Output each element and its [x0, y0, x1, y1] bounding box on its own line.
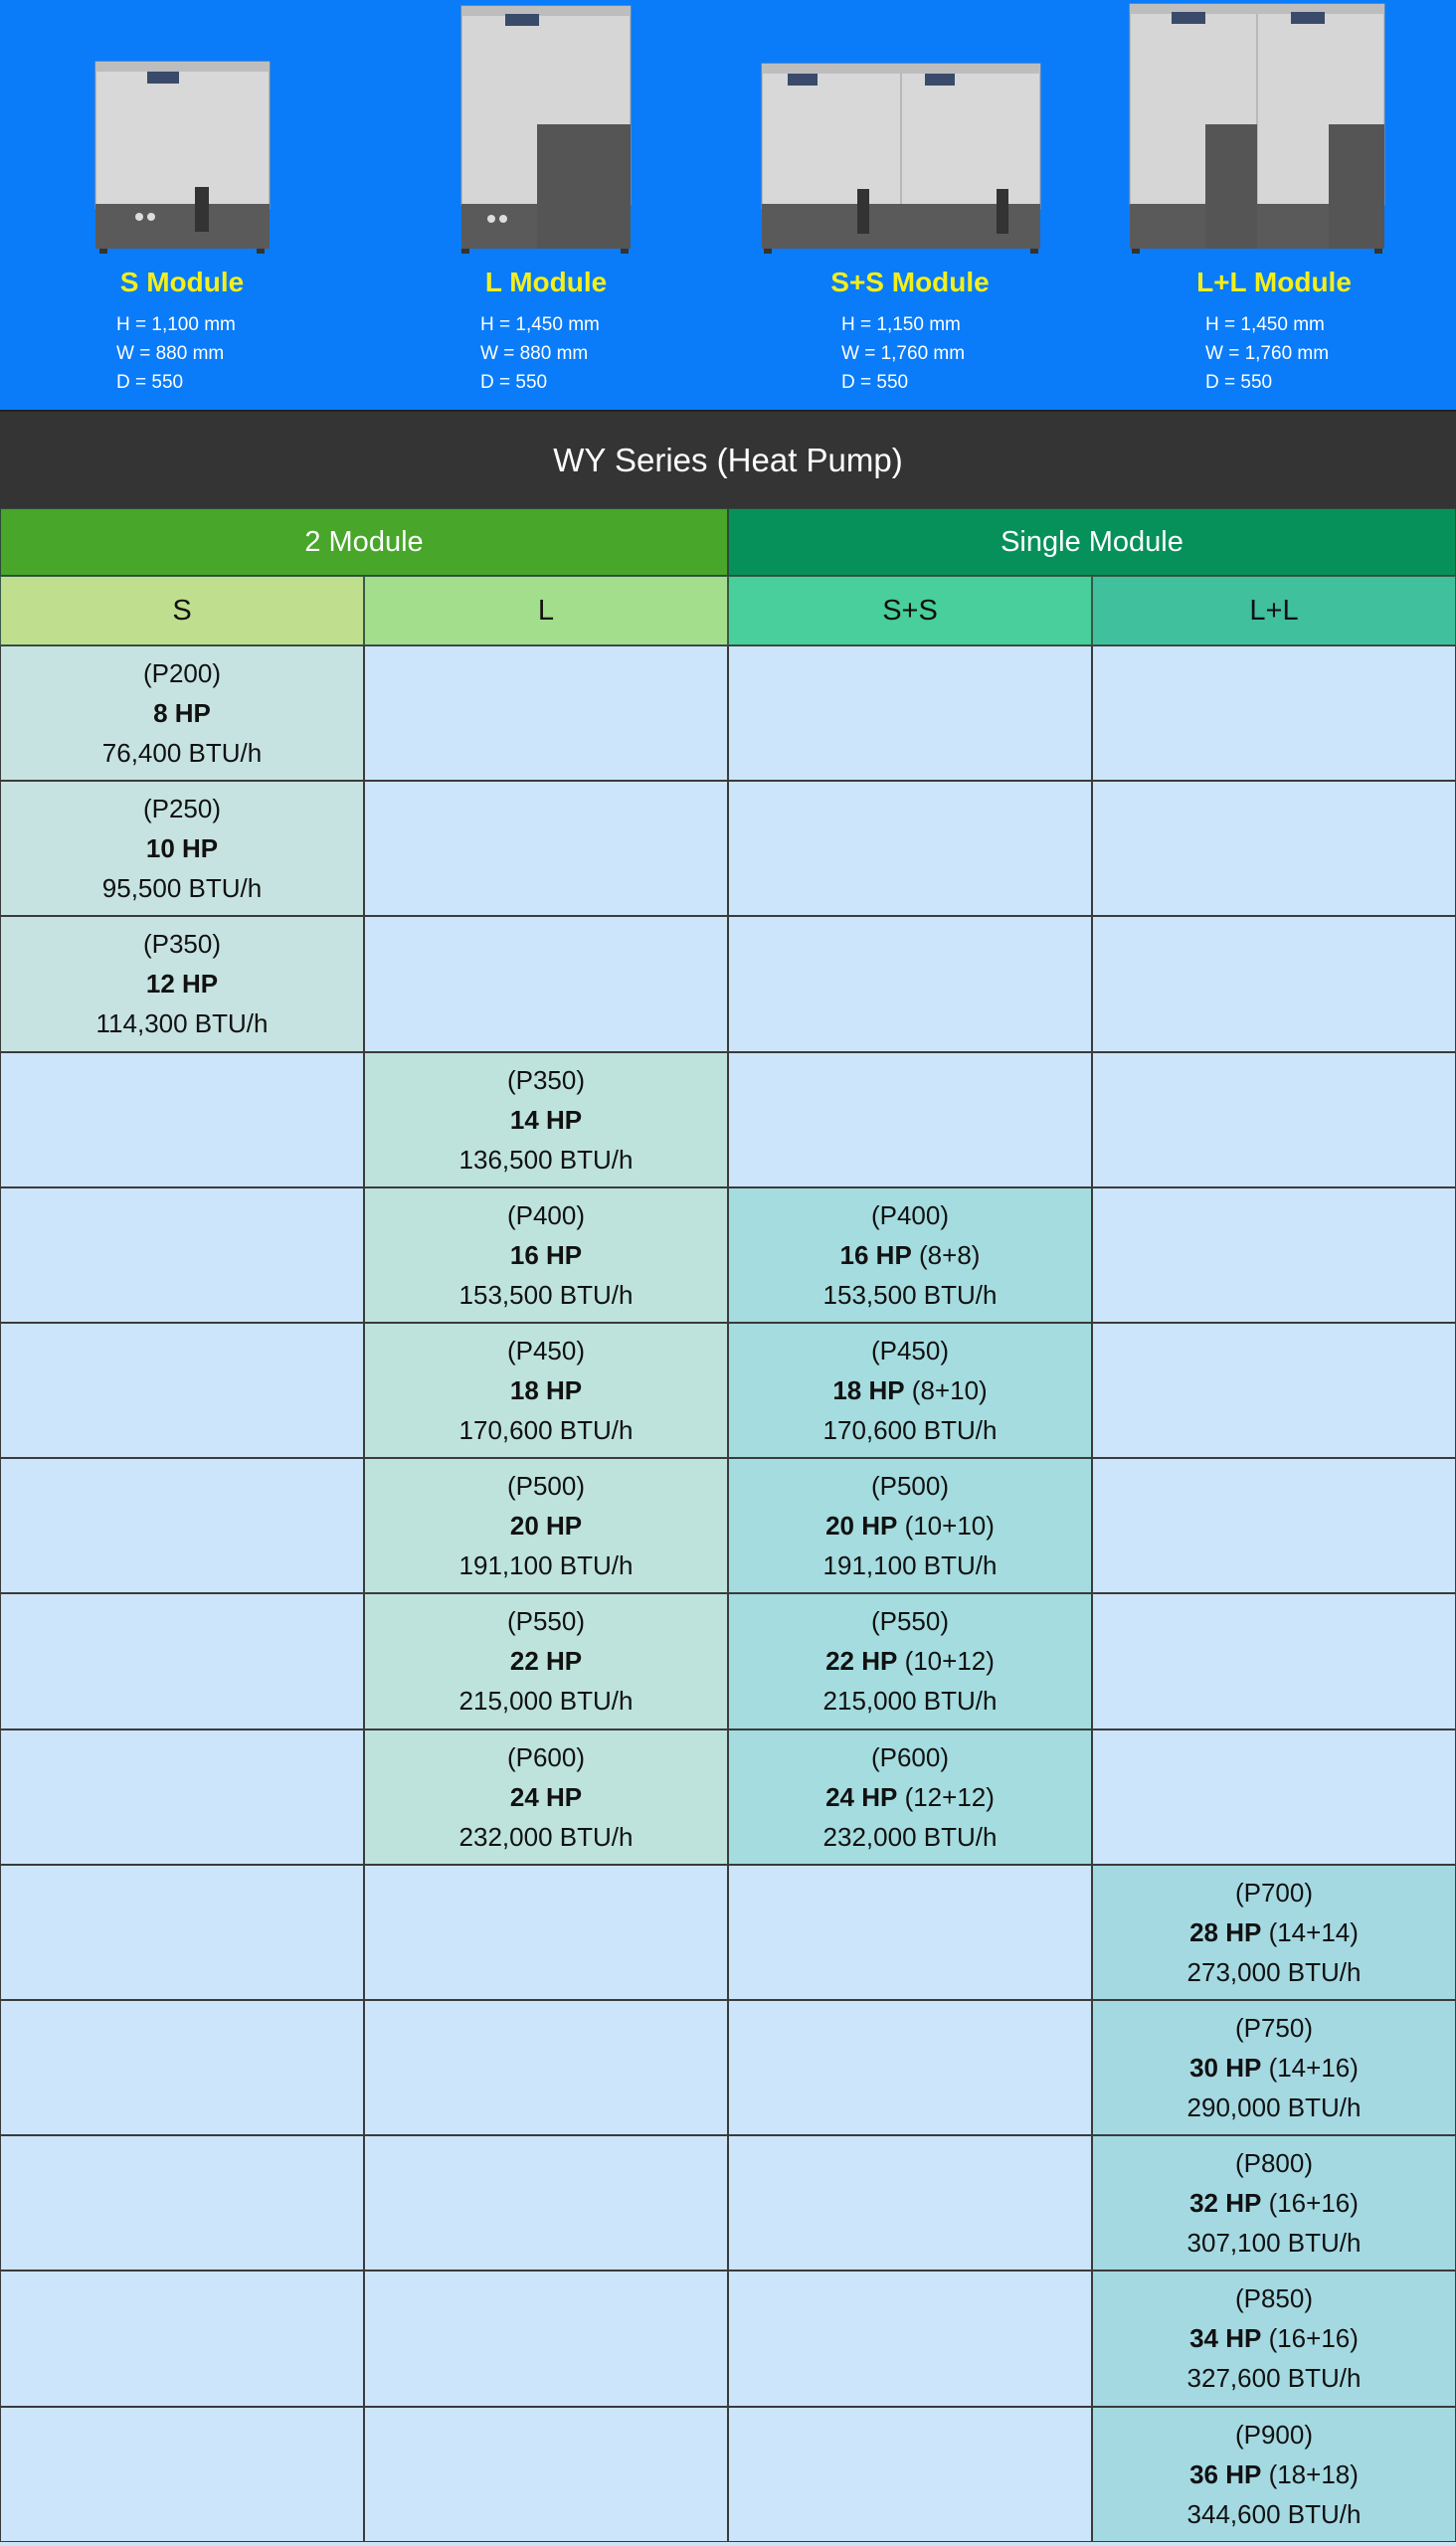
table-cell	[364, 2135, 728, 2271]
column-header-l: L	[364, 576, 728, 645]
table-cell	[728, 2135, 1092, 2271]
module-name: S Module	[119, 267, 245, 297]
horsepower-value: 8 HP	[153, 698, 211, 729]
horsepower-line	[825, 1777, 995, 1817]
group-header-single-module: Single Module	[728, 508, 1456, 576]
horsepower-line	[825, 1641, 995, 1681]
module-header-banner	[0, 0, 1456, 410]
module-name: L+L Module	[1196, 267, 1352, 297]
module-combination: (10+12)	[897, 1646, 995, 1677]
column-header-ss: S+S	[728, 576, 1092, 645]
horsepower-line	[510, 1777, 582, 1817]
horsepower-line	[510, 1641, 582, 1681]
horsepower-value: 20 HP	[825, 1511, 898, 1542]
horsepower-value: 24 HP	[509, 1781, 583, 1812]
horsepower-value: 28 HP	[1189, 1916, 1262, 1947]
outdoor-unit-image	[0, 0, 364, 259]
capacity-btu: 273,000 BTU/h	[1186, 1956, 1362, 1987]
module-name: L Module	[484, 267, 608, 297]
table-cell	[1092, 2135, 1456, 2271]
horsepower-value: 20 HP	[509, 1511, 583, 1542]
table-cell	[364, 2407, 728, 2542]
capacity-btu: 215,000 BTU/h	[458, 1686, 634, 1717]
width-label: W = 880 mm	[480, 343, 589, 364]
capacity-btu: 307,100 BTU/h	[1186, 2228, 1362, 2259]
table-cell	[1092, 1458, 1456, 1593]
table-cell	[728, 645, 1092, 781]
table-cell	[1092, 1052, 1456, 1187]
horsepower-line	[1189, 2183, 1359, 2223]
module-name: S+S Module	[830, 267, 990, 297]
model-code: (P550)	[870, 1606, 950, 1637]
model-code: (P200)	[142, 658, 222, 689]
capacity-btu: 114,300 BTU/h	[95, 1008, 269, 1039]
height-label: H = 1,150 mm	[841, 314, 961, 335]
model-code: (P350)	[142, 929, 222, 960]
table-cell	[0, 645, 364, 781]
depth-label: D = 550	[841, 372, 909, 393]
table-cell	[728, 2407, 1092, 2542]
horsepower-line	[146, 828, 218, 868]
table-title: WY Series (Heat Pump)	[0, 410, 1456, 508]
height-label: H = 1,450 mm	[1205, 314, 1325, 335]
table-cell	[728, 1052, 1092, 1187]
table-cell	[728, 1187, 1092, 1323]
horsepower-line	[840, 1235, 981, 1275]
table-cell	[364, 781, 728, 916]
table-cell	[364, 1187, 728, 1323]
model-code: (P550)	[506, 1606, 586, 1637]
table-cell	[728, 1458, 1092, 1593]
table-cell	[364, 1593, 728, 1728]
table-cell	[728, 781, 1092, 916]
horsepower-value: 36 HP	[1189, 2458, 1262, 2489]
column-header-ll: L+L	[1092, 576, 1456, 645]
capacity-btu: 232,000 BTU/h	[822, 1821, 998, 1852]
table-cell	[1092, 1729, 1456, 1865]
table-cell	[0, 1187, 364, 1323]
capacity-btu: 327,600 BTU/h	[1186, 2363, 1362, 2394]
table-cell	[1092, 2000, 1456, 2135]
capacity-btu: 95,500 BTU/h	[101, 873, 263, 904]
horsepower-line	[510, 1235, 582, 1275]
horsepower-value: 16 HP	[509, 1239, 583, 1270]
table-cell	[364, 1865, 728, 2000]
module-combination: (14+14)	[1261, 1916, 1359, 1947]
capacity-btu: 170,600 BTU/h	[458, 1415, 634, 1446]
group-header-2-module: 2 Module	[0, 508, 728, 576]
module-dimensions	[116, 310, 236, 397]
horsepower-line	[153, 693, 211, 733]
module-dimensions	[1205, 310, 1329, 397]
table-cell	[0, 1458, 364, 1593]
depth-label: D = 550	[116, 372, 184, 393]
module-combination: (8+10)	[904, 1375, 988, 1406]
horsepower-line	[1189, 1912, 1359, 1952]
table-cell	[1092, 1865, 1456, 2000]
model-code: (P450)	[870, 1336, 950, 1366]
capacity-btu: 290,000 BTU/h	[1186, 2092, 1362, 2123]
horsepower-value: 24 HP	[825, 1781, 898, 1812]
model-code: (P700)	[1234, 1877, 1314, 1908]
horsepower-value: 32 HP	[1189, 2188, 1262, 2219]
depth-label: D = 550	[1205, 372, 1273, 393]
table-cell	[0, 916, 364, 1051]
table-cell	[728, 1593, 1092, 1728]
width-label: W = 1,760 mm	[841, 343, 966, 364]
model-code: (P600)	[506, 1741, 586, 1772]
model-code: (P500)	[506, 1471, 586, 1502]
model-code: (P600)	[870, 1741, 950, 1772]
table-cell	[0, 1052, 364, 1187]
outdoor-unit-image	[1092, 0, 1456, 259]
module-combination: (14+16)	[1261, 2053, 1359, 2084]
module-combination: (18+18)	[1261, 2458, 1359, 2489]
table-cell	[1092, 2271, 1456, 2406]
outdoor-unit-image	[364, 0, 728, 259]
width-label: W = 1,760 mm	[1205, 343, 1330, 364]
table-cell	[364, 645, 728, 781]
table-cell	[1092, 781, 1456, 916]
table-cell	[0, 2271, 364, 2406]
table-cell	[364, 916, 728, 1051]
capacity-btu: 76,400 BTU/h	[101, 738, 263, 769]
model-code: (P800)	[1234, 2148, 1314, 2179]
table-cell	[728, 2000, 1092, 2135]
horsepower-line	[1189, 2318, 1359, 2358]
horsepower-line	[1189, 2048, 1359, 2088]
table-cell	[728, 916, 1092, 1051]
table-cell	[0, 1865, 364, 2000]
table-cell	[1092, 645, 1456, 781]
module-combination: (16+16)	[1261, 2188, 1359, 2219]
horsepower-line	[510, 1506, 582, 1546]
model-code: (P450)	[506, 1336, 586, 1366]
model-code: (P900)	[1234, 2419, 1314, 2450]
table-cell	[0, 2135, 364, 2271]
module-card-ss	[728, 0, 1092, 410]
model-code: (P250)	[142, 794, 222, 824]
horsepower-line	[1189, 2455, 1359, 2494]
height-label: H = 1,450 mm	[480, 314, 600, 335]
table-cell	[1092, 916, 1456, 1051]
model-code: (P350)	[506, 1064, 586, 1095]
horsepower-line	[825, 1506, 995, 1546]
table-cell	[0, 1729, 364, 1865]
module-combination: (16+16)	[1261, 2323, 1359, 2354]
column-header-s: S	[0, 576, 364, 645]
model-code: (P400)	[870, 1199, 950, 1230]
horsepower-line	[510, 1100, 582, 1140]
module-combination: (10+10)	[897, 1511, 995, 1542]
capacity-btu: 153,500 BTU/h	[822, 1279, 998, 1310]
horsepower-line	[146, 964, 218, 1003]
table-cell	[0, 2000, 364, 2135]
module-dimensions	[841, 310, 965, 397]
outdoor-unit-image	[728, 0, 1092, 259]
table-cell	[1092, 2407, 1456, 2542]
table-cell	[0, 781, 364, 916]
capacity-btu: 191,100 BTU/h	[458, 1550, 634, 1581]
table-cell	[364, 1729, 728, 1865]
table-cell	[364, 1052, 728, 1187]
horsepower-line	[510, 1370, 582, 1410]
width-label: W = 880 mm	[116, 343, 225, 364]
horsepower-value: 18 HP	[509, 1375, 583, 1406]
module-combination: (12+12)	[897, 1781, 995, 1812]
model-code: (P500)	[870, 1471, 950, 1502]
capacity-btu: 215,000 BTU/h	[822, 1686, 998, 1717]
table-cell	[364, 1323, 728, 1458]
horsepower-value: 30 HP	[1189, 2053, 1262, 2084]
table-cell	[364, 2000, 728, 2135]
model-code: (P850)	[1234, 2283, 1314, 2314]
table-cell	[0, 1593, 364, 1728]
model-code: (P750)	[1234, 2013, 1314, 2044]
height-label: H = 1,100 mm	[116, 314, 236, 335]
table-cell	[0, 2407, 364, 2542]
model-code: (P400)	[506, 1199, 586, 1230]
horsepower-value: 14 HP	[509, 1104, 583, 1135]
table-cell	[1092, 1323, 1456, 1458]
capacity-btu: 170,600 BTU/h	[822, 1415, 998, 1446]
table-cell	[0, 1323, 364, 1458]
horsepower-value: 12 HP	[145, 969, 219, 1000]
horsepower-value: 16 HP	[839, 1239, 912, 1270]
table-cell	[728, 1323, 1092, 1458]
capacity-btu: 153,500 BTU/h	[458, 1279, 634, 1310]
module-card-s	[0, 0, 364, 410]
depth-label: D = 550	[480, 372, 548, 393]
horsepower-value: 34 HP	[1189, 2323, 1262, 2354]
module-combination: (8+8)	[911, 1239, 981, 1270]
table-cell	[1092, 1593, 1456, 1728]
module-card-l	[364, 0, 728, 410]
capacity-btu: 344,600 BTU/h	[1186, 2498, 1362, 2529]
table-cell	[1092, 1187, 1456, 1323]
table-cell	[728, 1865, 1092, 2000]
module-card-ll	[1092, 0, 1456, 410]
table-cell	[728, 1729, 1092, 1865]
horsepower-value: 10 HP	[145, 833, 219, 864]
horsepower-value: 22 HP	[825, 1646, 898, 1677]
capacity-btu: 232,000 BTU/h	[458, 1821, 634, 1852]
table-cell	[728, 2271, 1092, 2406]
table-cell	[364, 1458, 728, 1593]
module-dimensions	[480, 310, 600, 397]
horsepower-value: 22 HP	[509, 1646, 583, 1677]
capacity-btu: 191,100 BTU/h	[822, 1550, 998, 1581]
table-cell	[364, 2271, 728, 2406]
horsepower-value: 18 HP	[832, 1375, 905, 1406]
horsepower-line	[832, 1370, 987, 1410]
capacity-btu: 136,500 BTU/h	[458, 1144, 634, 1175]
